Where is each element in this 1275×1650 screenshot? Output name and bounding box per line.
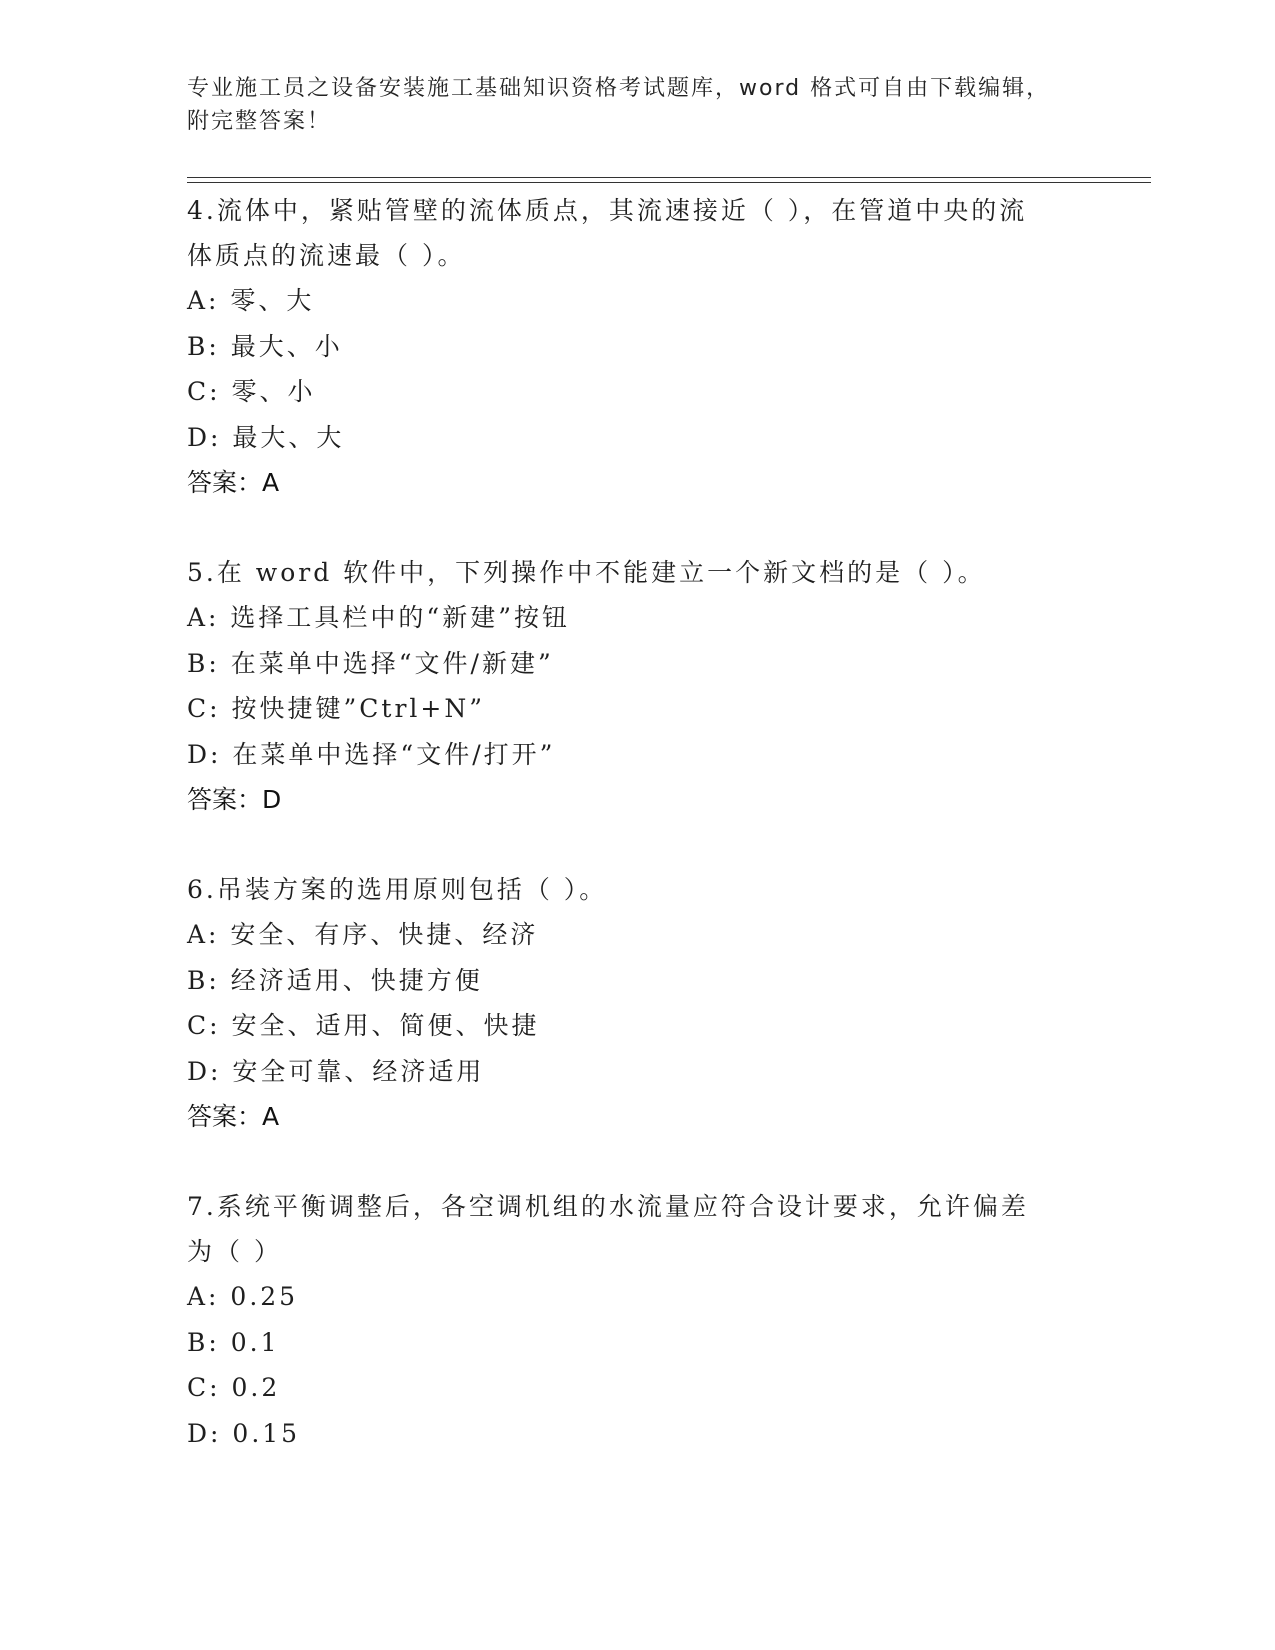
question-stem-line: 体质点的流速最（ ）。: [187, 241, 466, 270]
question-stem: [187, 188, 1087, 278]
option-c: C: 按快捷键”Ctrl+N”: [187, 694, 486, 723]
option-d: D: 在菜单中选择“文件/打开”: [187, 739, 556, 769]
answer-line: 答案：D: [187, 785, 282, 814]
question-stem: [187, 1184, 1087, 1274]
question-stem-line: 6.吊装方案的选用原则包括（ ）。: [187, 875, 608, 904]
option-c: C: 零、小: [187, 377, 316, 406]
document-header: [187, 72, 1087, 138]
option-b: B: 0.1: [187, 1327, 280, 1357]
answer-line: 答案：A: [187, 1102, 280, 1131]
option-c: C: 安全、适用、简便、快捷: [187, 1011, 540, 1040]
option-a: A: 选择工具栏中的“新建”按钮: [187, 603, 570, 632]
option-d: D: 安全可靠、经济适用: [187, 1056, 485, 1086]
question-item: [187, 550, 1087, 822]
question-stem: [187, 550, 1087, 595]
option-b: B: 经济适用、快捷方便: [187, 965, 483, 995]
header-divider-bottom: [187, 182, 1151, 183]
option-b: B: 最大、小: [187, 331, 343, 361]
question-item: [187, 188, 1087, 505]
option-a: A: 安全、有序、快捷、经济: [187, 920, 539, 949]
option-b: B: 在菜单中选择“文件/新建”: [187, 648, 554, 678]
question-stem-line: 4.流体中，紧贴管壁的流体质点，其流速接近（ ），在管道中央的流: [187, 196, 1028, 225]
answer-line: 答案：A: [187, 468, 280, 497]
question-stem-line: 5.在 word 软件中，下列操作中不能建立一个新文档的是（ ）。: [187, 558, 986, 587]
option-d: D: 0.15: [187, 1418, 301, 1448]
question-list: [187, 188, 1087, 1501]
option-a: A: 0.25: [187, 1282, 299, 1311]
question-item: [187, 867, 1087, 1139]
question-stem-line: 为（ ）: [187, 1237, 282, 1266]
header-line-2: 附完整答案！: [187, 109, 332, 134]
option-c: C: 0.2: [187, 1373, 281, 1402]
question-item: [187, 1184, 1087, 1456]
header-divider-top: [187, 177, 1151, 178]
option-d: D: 最大、大: [187, 422, 345, 452]
header-line-1: 专业施工员之设备安装施工基础知识资格考试题库，word 格式可自由下载编辑，: [187, 76, 1051, 101]
option-a: A: 零、大: [187, 286, 315, 315]
question-stem: [187, 867, 1087, 912]
question-stem-line: 7.系统平衡调整后，各空调机组的水流量应符合设计要求，允许偏差: [187, 1192, 1029, 1221]
